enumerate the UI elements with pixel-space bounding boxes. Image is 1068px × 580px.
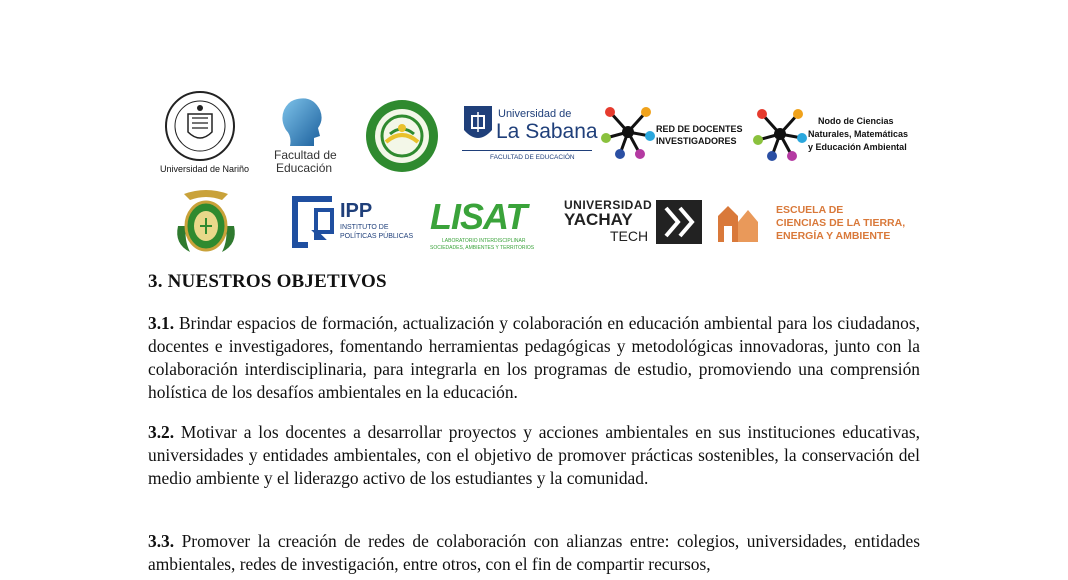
sabana-sub: FACULTAD DE EDUCACIÓN [490,154,575,161]
sabana-line2: La Sabana [496,120,598,143]
yachay-line2: YACHAY [564,210,633,229]
objective-number: 3.3. [148,531,175,551]
facultad-line1: Facultad de [274,148,337,162]
sabana-divider [462,150,592,151]
nodo-line3: y Educación Ambiental [808,142,907,152]
escuela-mark-icon [716,202,760,244]
escuela-line3: ENERGÍA Y AMBIENTE [776,230,891,242]
green-seal-icon [364,98,440,174]
logo-green-seal [364,98,440,174]
escuela-line2: CIENCIAS DE LA TIERRA, [776,217,906,229]
ipp-line1: INSTITUTO DE [340,224,389,231]
objective-number: 3.2. [148,422,175,442]
lisat-title: LISAT [430,196,527,237]
coat-of-arms-icon [170,186,242,258]
escuela-line1: ESCUELA DE [776,204,844,216]
logo-escuela-ciencias-tierra [716,202,916,248]
logo-yachay-tech [564,198,704,248]
yachay-line1: UNIVERSIDAD [564,198,653,212]
sabana-line1: Universidad de [498,108,572,120]
logo-universidad-narino [158,88,250,178]
network-nodes-icon [600,104,656,160]
objective-text: Motivar a los docentes a desarrollar proyectos y acciones ambientales en sus instituciones educativas, universidades y entidades ambientales, con el objetivo de promover prácticas sostenibles, la conservación del medio ambiente y el liderazgo activo de los estudiantes y la comunidad. [148,422,920,488]
logo-la-sabana [460,104,598,166]
nodo-line1: Nodo de Ciencias [818,116,894,126]
narino-seal-icon [158,88,244,164]
logo-coat-of-arms [170,186,242,258]
logo-facultad-educacion [272,96,346,176]
sabana-shield-icon [462,104,494,146]
objective-3-2 [148,421,920,490]
yachay-mark-icon [656,200,702,244]
logo-lisat [428,196,538,256]
ipp-line2: POLÍTICAS PÚBLICAS [340,233,414,240]
ipp-bracket-icon [286,192,338,252]
network-nodes-icon-2 [752,106,808,162]
objective-3-3 [148,530,920,576]
lisat-line2: SOCIEDADES, AMBIENTES Y TERRITORIOS [430,245,535,251]
narino-caption: Universidad de Nariño [160,164,250,174]
head-profile-icon [272,96,342,148]
yachay-line3: TECH [610,228,649,244]
facultad-line2: Educación [276,161,333,175]
logo-ipp [286,192,414,254]
objective-3-1 [148,312,920,404]
lisat-line1: LABORATORIO INTERDISCIPLINAR [442,238,526,244]
nodo-line2: Naturales, Matemáticas [808,129,909,139]
ipp-title: IPP [340,200,373,222]
red-docentes-line1: RED DE DOCENTES [656,124,743,134]
objective-number: 3.1. [148,313,175,333]
logo-nodo-ciencias [752,106,918,164]
objective-text: Brindar espacios de formación, actualización y colaboración en educación ambiental para los ciudadanos, docentes e investigadores, fomentando herramientas pedagógicas y metodológicas innovadoras, junto con la colaboración interdisciplinaria, para integrarla en los programas de estudio, promoviendo una comprensión holística de los desafíos ambientales en la educación. [148,313,920,402]
logo-red-docentes [600,104,750,162]
section-heading: 3. NUESTROS OBJETIVOS [148,271,387,292]
objective-text: Promover la creación de redes de colaboración con alianzas entre: colegios, universidades, entidades ambientales, redes de investigación, entre otros, con el fin de compartir recursos, [148,531,920,574]
red-docentes-line2: INVESTIGADORES [656,136,737,146]
